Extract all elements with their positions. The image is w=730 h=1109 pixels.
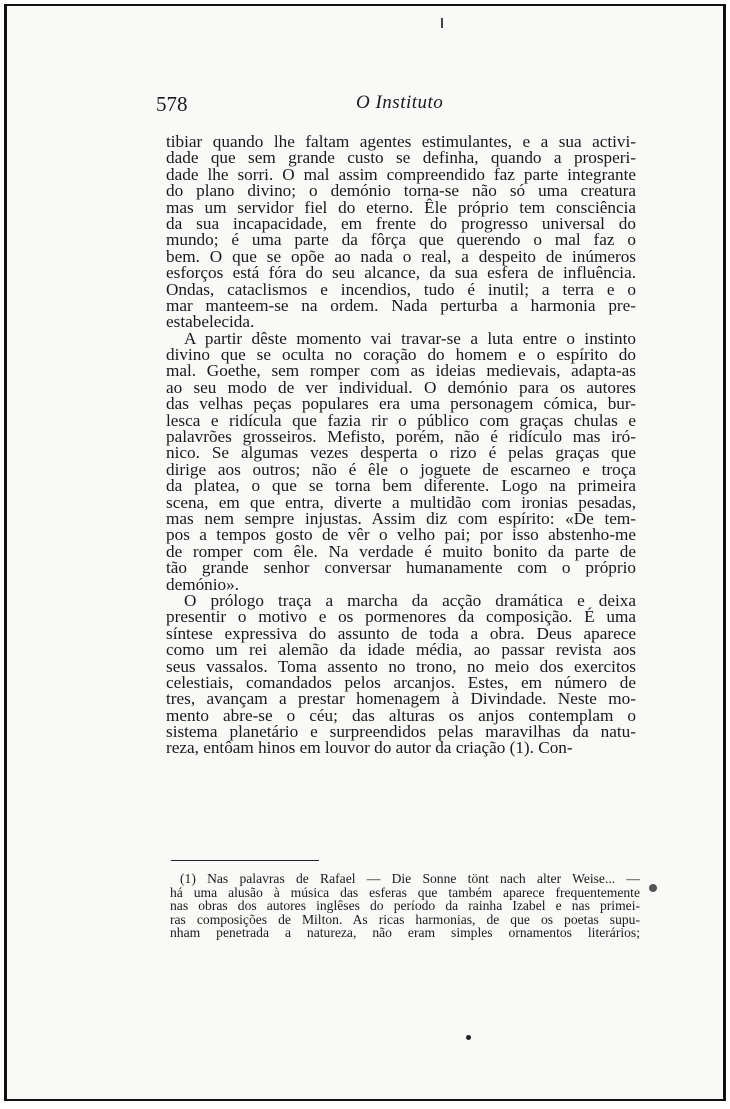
ink-speck xyxy=(649,884,657,892)
text-line: da platea, o que se torna bem diferente. Logo na primeira xyxy=(166,476,636,496)
scan-mark xyxy=(441,18,443,28)
footnotes xyxy=(170,872,640,940)
text-line: síntese expressiva do assunto de toda a obra. Deus aparece xyxy=(166,623,636,643)
text-line: Ondas, cataclismos e incendios, tudo é inutil; a terra e o xyxy=(166,279,636,299)
text-line: tão grande senhor conversar humanamente com o próprio xyxy=(166,558,636,578)
text-line: dade lhe sorri. O mal assim compreendido faz parte integrante xyxy=(166,164,636,184)
page-number: 578 xyxy=(156,92,188,116)
text-line: bem. O que se opõe ao nada o real, a despeito de inúmeros xyxy=(166,246,636,266)
text-line: das velhas peças populares era uma personagem cómica, bur- xyxy=(166,394,636,414)
text-line: estabelecida. xyxy=(166,312,255,332)
text-line: nico. Se algumas vezes desperta o rizo é pelas graças que xyxy=(166,443,636,463)
text-line: lesca e ridícula que fazia rir o público com graças chulas e xyxy=(166,410,636,430)
text-line: esforços está fóra do seu alcance, da sua esfera de influência. xyxy=(166,263,636,283)
text-line: como um rei alemão da idade média, ao passar revista aos xyxy=(166,640,636,660)
text-line: palavrões grosseiros. Mefisto, porém, não é ridículo mas iró- xyxy=(166,427,636,447)
text-line: mar manteem-se na ordem. Nada perturba a harmonia pre- xyxy=(166,295,636,315)
text-line: mundo; é uma parte da fôrça que querendo o mal faz o xyxy=(166,230,636,250)
text-line: sistema planetário e surpreendidos pelas maravilhas da natu- xyxy=(166,722,636,742)
body-text xyxy=(166,134,636,757)
text-line: O prólogo traça a marcha da acção dramática e deixa xyxy=(184,590,636,610)
footnote-line: há uma alusão à música das esferas que também aparece frequentemente xyxy=(170,884,640,900)
book-page xyxy=(4,4,726,1101)
text-line: mento abre-se o céu; das alturas os anjos contemplam o xyxy=(166,705,636,725)
text-line: seus vassalos. Toma assento no trono, no meio dos exercitos xyxy=(166,656,636,676)
text-line: mas um servidor fiel do eterno. Êle próprio tem consciência xyxy=(166,197,636,217)
footnote-line: (1) Nas palavras de Rafael — Die Sonne tönt nach alter Weise... — xyxy=(180,871,640,886)
text-line: pos a tempos gosto de vêr o velho pai; por isso abstenho-me xyxy=(166,525,636,545)
text-line: dade que sem grande custo se definha, quando a prosperi- xyxy=(166,148,636,168)
page-header xyxy=(156,92,636,118)
text-line: tibiar quando lhe faltam agentes estimulantes, e a sua activi- xyxy=(166,132,636,151)
text-line: celestiais, comandados pelos arcanjos. Estes, em número de xyxy=(166,672,636,692)
text-line: da sua incapacidade, em frente do progresso universal do xyxy=(166,213,636,233)
text-line: dirige aos outros; não é êle o joguete de escarneo e troça xyxy=(166,459,636,479)
running-title: O Instituto xyxy=(356,92,444,113)
footnote-line: nas obras dos autores inglêses do período da rainha Izabel e nas primei- xyxy=(170,898,640,914)
text-line: demónio». xyxy=(166,574,240,594)
text-line: de romper com êle. Na verdade é muito bonito da parte de xyxy=(166,541,636,561)
text-line: mal. Goethe, sem romper com as ideias medievais, adapta-as xyxy=(166,361,636,381)
scan-border-right xyxy=(723,4,726,1101)
text-line: do plano divino; o demónio torna-se não só uma creatura xyxy=(166,181,636,201)
text-line: presentir o motivo e os pormenores da composição. É uma xyxy=(166,607,636,627)
scan-border-top xyxy=(4,4,726,6)
text-line: scena, em que entra, diverte a multidão com ironias pesadas, xyxy=(166,492,636,512)
ink-speck xyxy=(466,1035,471,1040)
scan-border-bottom xyxy=(4,1099,726,1101)
footnote-line: nham penetrada a natureza, não eram simples ornamentos literários; xyxy=(170,925,640,941)
text-line: divino que se oculta no coração do homem e o espírito do xyxy=(166,345,636,365)
footnote-separator xyxy=(171,860,319,861)
text-line: ao seu modo de ver individual. O demónio para os autores xyxy=(166,377,636,397)
text-line: A partir dêste momento vai travar-se a luta entre o instinto xyxy=(184,328,636,348)
text-line: reza, entôam hinos em louvor do autor da criação (1). Con- xyxy=(166,738,573,758)
text-line: tres, avançam a prestar homenagem à Divindade. Neste mo- xyxy=(166,689,636,709)
footnote-line: ras composições de Milton. As ricas harmonias, de que os poetas supu- xyxy=(170,911,640,927)
scan-border-left xyxy=(4,4,7,1101)
text-line: mas nem sempre injustas. Assim diz com espírito: «De tem- xyxy=(166,508,636,528)
